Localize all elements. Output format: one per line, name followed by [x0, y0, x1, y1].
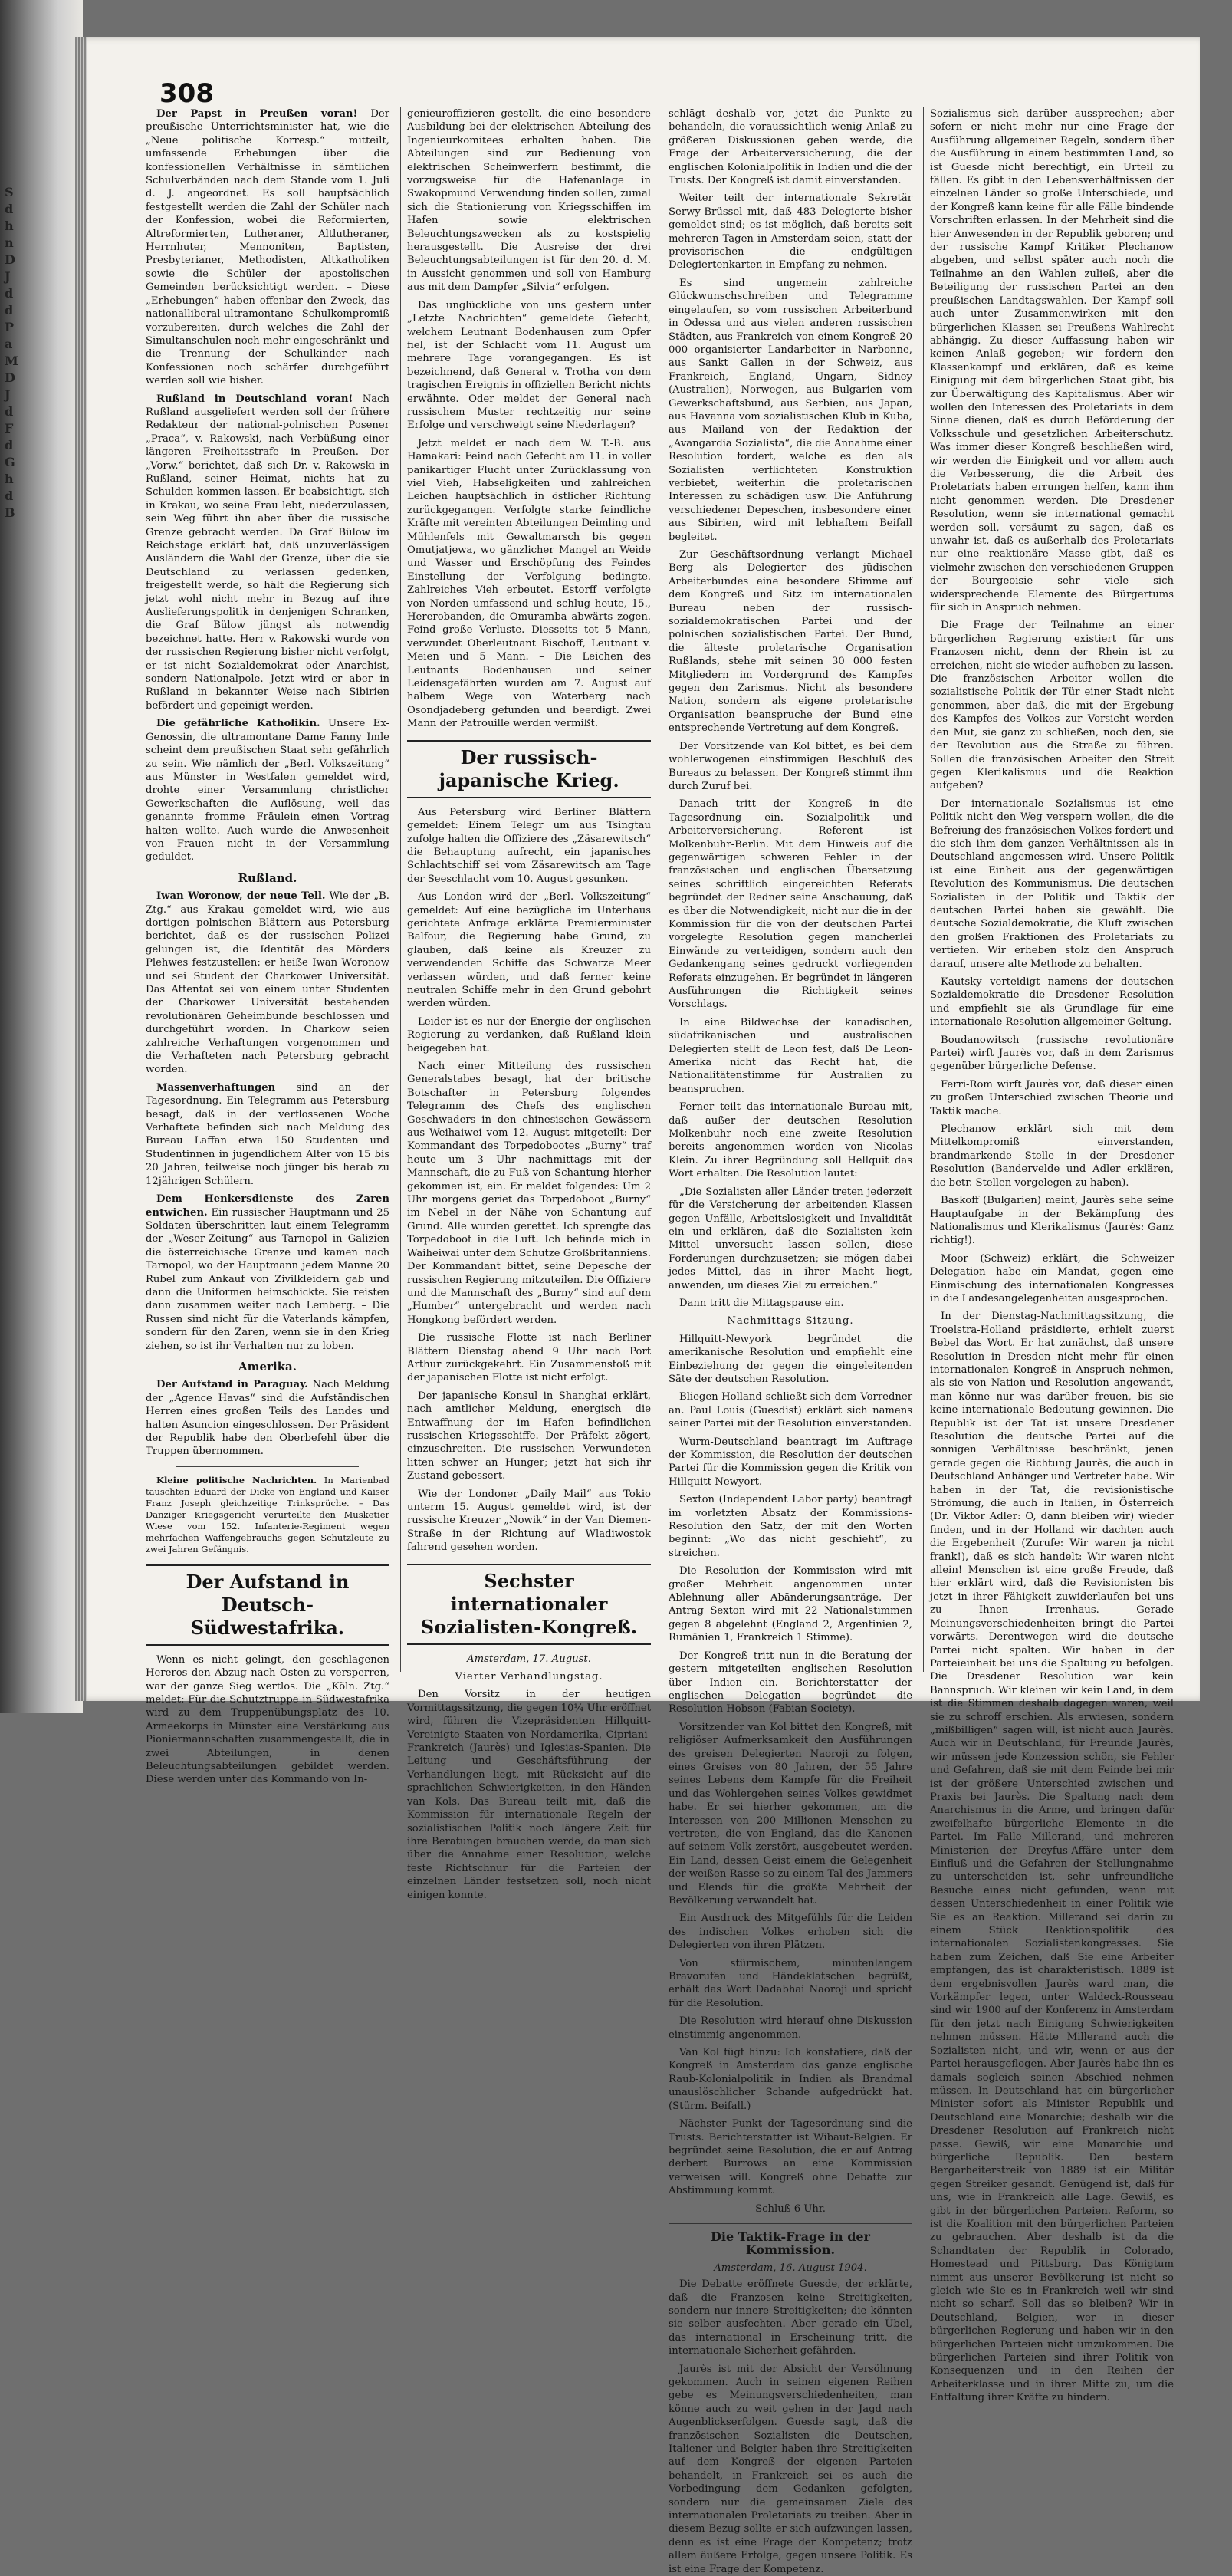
paragraph: Der Kongreß tritt nun in die Beratung der gestern mitgeteilten englischen Resolution über Indien ein. Berichterstatter der englischen Delegation begründet die Resolution Hobson (Fabian Society). — [669, 1650, 912, 1716]
column-rule — [923, 107, 924, 1672]
paragraph: genieuroffizieren gestellt, die eine besondere Ausbildung bei der elektrischen Abteilung des Ingenieurkomitees erhalten haben. Die Abteilungen sind zur Bedienung von elektrischen Scheinwerfern bestimmt, die vorzugsweise für die Hafenanlage in Swakopmund Verwendung finden sollen, zumal sich die Stationierung von Kriegsschiffen im Hafen sowie elektrischen Beleuchtungszwecken als zu kostspielig herausgestellt. Die Ausreise der drei Beleuchtungsabteilungen ist für den 20. d. M. in Aussicht genommen und soll von Hamburg aus mit dem Dampfer „Silvia“ erfolgen. — [407, 108, 651, 294]
paragraph: Kautsky verteidigt namens der deutschen Sozialdemokratie die Dresdener Resolution und empfiehlt sie als Grundlage für eine internationale Resolution allgemeiner Geltung. — [930, 976, 1174, 1028]
paragraph: Vorsitzender van Kol bittet den Kongreß, mit religiöser Aufmerksamkeit den Ausführungen des greisen Delegierten Naoroji zu folgen, eines Greises von 80 Jahren, der 55 Jahre seines Lebens dem Kampfe für die Freiheit und das Wohlergehen seines Volkes gewidmet habe. Er sei hierher gekommen, um die Interessen von 200 Millionen Menschen zu vertreten, die von England, das die Kanonen auf seinem Volk zerstört, ausgebeutet werden. Ein Land, dessen Geist einem die Gelegenheit der weißen Rasse so zu einem Tal des Jammers und Elends für die größte Mehrheit der Bevölkerung verwandelt hat. — [669, 1721, 912, 1907]
edge-letter: d — [5, 489, 14, 503]
paragraph: Ein Ausdruck des Mitgefühls für die Leiden des indischen Volkes erhoben sich die Delegierten von ihren Plätzen. — [669, 1913, 912, 1952]
paragraph: Jaurès ist mit der Absicht der Versöhnung gekommen. Auch in seinen eigenen Reihen gebe es Meinungsverschiedenheiten, man könne auch zu weit gehen in der Jagd nach Augenblickserfolgen. Guesde sagt, daß die französischen Sozialisten die Deutschen, Italiener und Belgier haben ihre Streitigkeiten auf dem Kongreß der eigenen Parteien behandelt, in Frankreich sei es auch die Vorbedingung dem Gedanken gefolgten, sondern nur die gemeinsamen Ziele des internationalen Proletariats zu treiben. Aber in diesem Bezug sollte er sich aufzwingen lassen, denn es ist eine Frage der Kompetenz; trotz allem äußere Erfolge, gegen unsere Politik. Es ist eine Frage der Kompetenz. — [669, 2363, 912, 2575]
section-heading-amerika: Amerika. — [238, 1359, 297, 1374]
edge-letter: d — [5, 286, 14, 301]
paragraph: Nach einer Mitteilung des russischen Generalstabes besagt, hat der britische Botschafter in Petersburg folgendes Telegramm des Chefs des englischen Geschwaders in den chinesischen Gewässern aus Weihaiwei vom 12. August mitgeteilt: Der Kommandant des Torpedobootes „Burny“ traf heute um 3 Uhr nachmittags mit der Mannschaft, die zu Fuß von Schantung hierher gekommen ist, ein. Er meldet folgendes: Um 2 Uhr morgens geriet das Torpedoboot „Burny“ im Nebel in der Nähe von Schantung auf Grund. Alle wurden gerettet. Ich sprengte das Torpedoboot in die Luft. Ich befinde mich in Waiheiwai unter dem Schutze Großbritanniens. Der Kommandant bittet, seine Depesche der russischen Regierung mitzuteilen. Die Offiziere und die Mannschaft des „Burny“ sind auf dem „Humber“ untergebracht und werden nach Hongkong befördert werden. — [407, 1061, 651, 1326]
paragraph: Danach tritt der Kongreß in die Tagesordnung ein. Sozialpolitik und Arbeiterversicherung. Referent ist Molkenbuhr-Berlin. Mit dem Hinweis auf die gegenwärtigen schweren Fehler in der französischen und englischen Übersetzung seines schriftlich eingereichten Referats begründet der Redner seine Anschauung, daß es über die Notwendigkeit, nicht nur die in der Kommission für die von der deutschen Partei vorgelegte Resolution gegen mancherlei Einwände zu verteidigen, sondern auch den Gedankengang seines gedruckt vorliegenden Referats einzugehen. Er begründet in längeren Ausführungen die Richtigkeit seines Vorschlags. — [669, 798, 912, 1011]
column-rule — [400, 107, 401, 1672]
paragraph: Sexton (Independent Labor party) beantragt im vorletzten Absatz der Kommissions-Resolution den Satz, der mit den Worten beginnt: „Wo das nicht geschieht“, zu streichen. — [669, 1494, 912, 1559]
paragraph: Sozialismus sich darüber aussprechen; aber sofern er nicht mehr nur eine Frage der Ausführung allgemeiner Regeln, sondern über die Ausführung in einem bestimmten Land, so ist Guesde nicht berechtigt, ein Urteil zu fällen. Es gibt in den Lebensverhältnissen der einzelnen Länder so große Unterschiede, und der Kongreß kann keine für alle Fälle bindende Vorschriften erlassen. In der Mehrheit sind die hier Anwesenden in der Republik geboren; und der russische Kampf Kritiker Plechanow abgeben, und selbst später auch noch die Teilnahme an den Wahlen zuließ, aber die Beteiligung der russischen Partei an den preußischen Landtagswahlen. Der Kampf soll auch unter Zusammenwirken mit den bürgerlichen Klassen sei Preußens Wahlrecht abhängig. Zu dieser Auffassung haben wir keinen Anlaß gegeben; wir fordern den Klassenkampf und erklären, daß es keine Einigung mit dem bürgerlichen Staat gibt, bis zur Überwältigung des Kapitalismus. Aber wir wollen den Interessen des Proletariats in dem Sinne dienen, daß es durch Beförderung der Volksschule und gesetzlichen Arbeiterschutz. Was immer dieser Kongreß beschließen wird, wir werden die Einigkeit und vor allem auch die Verbesserung, die die Arbeit des Proletariats haben errungen helfen, kann ihm nicht genommen werden. Die Dresdener Resolution, wenn sie international gemacht werden soll, versäumt zu sagen, daß es unwahr ist, daß es außerhalb des Proletariats nur eine reaktionäre Masse gibt, daß es vielmehr zwischen den verschiedenen Gruppen der Bourgeoisie sehr viele sich widersprechende Elemente des Bürgertums für sich in Anspruch nehmen. — [930, 108, 1174, 614]
edge-letter: d — [5, 303, 14, 317]
edge-letter: J — [5, 387, 11, 402]
paragraph: schlägt deshalb vor, jetzt die Punkte zu behandeln, die voraussichtlich wenig Anlaß zu größeren Diskussionen geben werde, die Frage der Arbeiterversicherung, die der englischen Kolonialpolitik in Indien und die der Trusts. Der Kongreß ist damit einverstanden. — [669, 108, 912, 187]
paragraph: Boudanowitsch (russische revolutionäre Partei) wirft Jaurès vor, daß in dem Zarismus gegenüber bürgerliche Defense. — [930, 1034, 1174, 1073]
column-4 — [930, 107, 1174, 2404]
paragraph: Zur Geschäftsordnung verlangt Michael Berg als Delegierter des jüdischen Arbeiterbundes eine besondere Stimme auf dem Kongreß und Sitz im internationalen Bureau neben der russisch-sozialdemokratischen Partei und der polnischen sozialistischen Partei. Der Bund, die älteste proletarische Organisation Rußlands, stehe mit seinen 30 000 festen Mitgliedern im Vordergrund des Kampfes gegen den Zarismus. Nicht als besondere Nation, sondern als eigene proletarische Organisation beanspruche der Bund eine entsprechende Vertretung auf dem Kongreß. — [669, 549, 912, 735]
paragraph: Plechanow erklärt sich mit dem Mittelkompromiß einverstanden, brandmarkende Stelle in der Dresdener Resolution (Bandervelde und Adler erklären, die betr. Stellen vorgelegen zu haben). — [930, 1124, 1174, 1189]
column-2 — [407, 107, 651, 1901]
separator — [176, 1466, 359, 1467]
paragraph: In eine Bildwechse der kanadischen, südafrikanischen und australischen Delegierten stellt de Leon fest, daß De Leon-Amerika nicht das Recht hat, die Nationalitätenstimme für Australien zu beanspruchen. — [669, 1016, 912, 1095]
edge-letter: D — [5, 370, 15, 385]
dateline: Amsterdam, 16. August 1904. — [714, 2262, 867, 2274]
edge-letter: n — [5, 235, 14, 250]
article-katholikin: Die gefährliche Katholikin. Unsere Ex-Genossin, die ultramontane Dame Fanny Imle scheint dem preußischen Staat sehr gefährlich zu sein. Wie nämlich der „Berl. Volkszeitung“ aus Münster in Westfalen gemeldet wird, drohte einer Versammlung christlicher Gewerkschaften die Auflösung, weil das genannte fromme Fräulein einen Vortrag halten wollte. Auch wurde die Anwesenheit von Frauen nicht in der Versammlung geduldet. — [146, 718, 389, 864]
paragraph: Moor (Schweiz) erklärt, die Schweizer Delegation habe ein Mandat, gegen eine Einmischung des internationalen Kongresses in die Landesangelegenheiten ausgesprochen. — [930, 1252, 1174, 1304]
session-heading: Nachmittags-Sitzung. — [727, 1315, 854, 1327]
edge-letter: a — [5, 337, 13, 351]
binding-edge — [75, 37, 87, 1701]
edge-letter: d — [5, 438, 14, 452]
paragraph: Aus London wird der „Berl. Volkszeitung“ gemeldet: Auf eine bezügliche im Unterhaus gerichtete Anfrage erklärte Premierminister Balfour, die Regierung habe Grund, zu glauben, daß keine als Kreuzer zu verwendenden Schiffe das Schwarze Meer verlassen würden, und daß ferner keine neutralen Schiffe mehr in den Grund gebohrt werden würden. — [407, 891, 651, 1010]
dateline: Amsterdam, 17. August. — [467, 1653, 591, 1665]
edge-letter: F — [5, 421, 14, 436]
edge-letter: B — [5, 505, 15, 520]
article-kleine-nachrichten: Kleine politische Nachrichten. In Marienbad tauschten Eduard der Dicke von England und Kaiser Franz Joseph gleichzeitige Trinksprüche. – Das Danziger Kriegsgericht verurteilte den Musketier Wiese vom 152. Infanterie-Regiment wegen mehrfachen Waffengebrauchs gegen Schutzleute zu zwei Jahren Gefängnis. — [146, 1474, 389, 1554]
edge-letter: S — [5, 185, 14, 199]
column-1 — [146, 107, 390, 1786]
edge-letter: P — [5, 320, 15, 334]
paragraph: Jetzt meldet er nach dem W. T.-B. aus Hamakari: Feind nach Gefecht am 11. in voller panikartiger Flucht unter Zurücklassung von viel Vieh, Habseligkeiten und zahlreichen Leichen hauptsächlich in östlicher Richtung zurückgegangen. Verfolgte starke feindliche Kräfte mit vereinten Abteilungen Deimling und Mühlenfels mit Gewaltmarsch bis gegen Omutjatjewa, wo gänzlicher Mangel an Weide und Wasser und Erschöpfung des Feindes Einstellung der Verfolgung bedingte. Zahlreiches Vieh erbeutet. Estorff verfolgte von Norden umfassend und schlug heute, 15., Hererobanden, die Omuramba abwärts zogen. Feind große Verluste. Diesseits tot 5 Mann, verwundet Oberleutnant Bischoff, Leutnant v. Meien und 5 Mann. – Die Leichen des Leutnants Bodenhausen und seiner Leidensgefährten wurden am 7. August auf halbem Wege von Waterberg nach Osondjadeberg gefunden und beerdigt. Zwei Mann der Patrouille werden vermißt. — [407, 437, 651, 730]
edge-letter: d — [5, 404, 14, 419]
paragraph: „Die Sozialisten aller Länder treten jederzeit für die Versicherung der arbeitenden Klassen gegen Unfälle, Arbeitslosigkeit und Invalidität ein und erklären, daß die Sozialisten kein Mittel unversucht lassen sollen, diese Forderungen durchzusetzen; sie mögen dabei jedes Mittel, das in ihrer Macht liegt, anwenden, um dieses Ziel zu erreichen.“ — [669, 1186, 912, 1291]
headline-sozialisten-kongress: Sechster internationaler Sozialisten-Kongreß. — [407, 1564, 651, 1645]
paragraph: In der Dienstag-Nachmittagssitzung, die Troelstra-Holland präsidierte, erhielt zuerst Bebel das Wort. Er hat zunächst, daß unsere Resolution in Dresden nicht mehr für einen internationalen Kongreß in Anspruch nehmen, als sie von Nation und Resolution angewandt, man könne nur was darüber freuen, bis sie keine internationale Bedeutung gewinnen. Die Republik ist der Tat ist unsere Dresdener Resolution die deutsche Partei auf die sonnigen Verhältnisse beschränkt, jenen gerade gegen die Richtung Jaurès, die auch in Deutschland Anhänger und Vertreter habe. Wir haben in der Tat, die revisionistische Strömung, die auch in Italien, in Österreich (Dr. Viktor Adler: O, dann bleiben wir) wieder finden, und in der Holland wir dachten auch die Ergebenheit (Zurufe: Wir waren ja nicht frank!), daß es sich handelt: Wir waren nicht allein! Menschen ist eine große Freude, daß hier erklärt wird, daß die Revisionisten bis jetzt in ihrer Fähigkeit zuwiderlaufen bei uns zu Ihnen Irrenhaus. Gerade Meinungsverschiedenheiten bringt die Partei vorwärts. Derentwegen wird die deutsche Partei nicht spalten. Wir haben in der Parteieinheit bei uns die Spaltung zu befolgen. Die Dresdener Resolution war kein Bannspruch. Wir kleinen wir kein Land, in dem ist die Stimmen deshalb dagegen waren, weil sie zu schroff erschien. Als erwiesen, sondern „mißbilligen“ sagen will, ist nicht auch Jaurès. Auch wir in Deutschland, für Freunde Jaurès, wir müssen jede Konzession schön, sie Fehler und Gefahren, daß sie mit dem Feinde bei mir ist der größere Unterschied zwischen und Praxis bei Jaurès. Die Spaltung nach dem Anarchismus in die Arme, und bringen dafür zweifelhafte bürgerliche Elemente in die Partei. Im Falle Millerand, und mehreren Ministerien der Dreyfus-Affäre unter dem Einfluß und die Gefahren der Stellungnahme zu unterscheiden ist, sehr unfreundliche Besuche eines nicht gefunden, wenn mit dessen Unterschiedenheit in einer Politik wie Sie es an Reaktion. Millerand sei darin zu einem Stück Reaktionspolitik des internationalen Sozialistenkongresses. Sie haben zum Zeichen, daß Sie eine Arbeiter empfangen, das ist charakteristisch. 1889 ist dem ergebnisvollen Jaurès ward man, die Vorkämpfer legen, unter Waldeck-Rousseau sind wir 1900 auf der Konferenz in Amsterdam für den jetzt nach Einigung Schwierigkeiten nehmen müssen. Hätte Millerand auch die Sozialisten nicht, und wir, wenn er aus der Partei herausgeflogen. Aber Jaurès habe ihn es damals sogleich seinen Abschied nehmen müssen. In Deutschland hat ein bürgerlicher Minister sofort als Minister Republik und Deutschland eine Monarchie; deshalb wir die Dresdener Resolution auf Frankreich nicht passe. Gewiß, wir eine Monarchie und bürgerliche Republik. Den bestern Bergarbeiterstreik von 1889 ist ein Militär gegen Streiker gesandt. Genügend ist, daß für uns, wie in Frankreich alle Lage. Gewiß, es gibt in der bürgerlichen Parteien. Reform, so ist die Koalition mit den bürgerlichen Parteien zu gebrauchen. Aber deshalb ist da die Schandtaten der Republik in Colorado, Homestead und Pittsburg. Das Königtum nimmt aus unserer Bevölkerung ist nicht so gleich wie Sie es in Frankreich weil wir sind nicht so scharf. Soll das so bleiben? Wir in Deutschland, Belgien, wer in dieser bürgerlichen Regierung und haben wir in den bürgerlichen Parteien nicht umzukommen. Die bürgerlichen Parteien sind ihrer Politik von Konsequenzen und in den Reihen der Arbeiterklasse und in ihrer Mitte zu, um die Entfaltung ihrer Kräfte zu hindern. — [930, 1311, 1174, 2404]
edge-letter: h — [5, 219, 14, 233]
article-suedwestafrika: Wenn es nicht gelingt, den geschlagenen Hereros den Abzug nach Osten zu versperren, war der ganze Sieg wertlos. Die „Köln. Ztg.“ meldet: Für die Schutztruppe in Südwestafrika wird zu dem Truppenübungsplatz des 10. Armeekorps in Münster eine Verstärkung aus Pioniermannschaften zusammengestellt, die in zwei Abteilungen, in denen Beleuchtungsabteilungen gebildet werden. Diese werden unter das Kommando von In- — [146, 1653, 389, 1786]
article-massenverhaftungen: Massenverhaftungen sind an der Tagesordnung. Ein Telegramm aus Petersburg besagt, daß in der verflossenen Woche Verhaftete befinden sich nach Meldung des Bureau Laffan etwa 150 Studenten und Studentinnen in jugendlichem Alter von 15 bis 20 Jahren, teilweise noch jünger bis herab zu 12jährigen Schülern. — [146, 1081, 389, 1187]
article-henkersdienste: Dem Henkersdienste des Zaren entwichen. Ein russischer Hauptmann und 25 Soldaten überschritten laut einem Telegramm der „Weser-Zeitung“ aus Tarnopol in Galizien die österreichische Grenze und kamen nach Tarnopol, wo der Hauptmann jedem Manne 20 Rubel zum Ankauf von Zivilkleidern gab und dann die Uniformen heimschickte. Sie reisten dann zusammen weiter nach Lemberg. – Die Russen sind nicht für die Vaterlands kämpfen, sondern für den Zaren, wenn sie in den Krieg ziehen, so ist ihr Verhalten nur zu loben. — [146, 1193, 389, 1352]
paragraph: Schluß 6 Uhr. — [755, 2203, 826, 2215]
paragraph: Die Frage der Teilnahme an einer bürgerlichen Regierung existiert für uns Franzosen nicht, denn der Rhein ist zu erreichen, nicht sie wieder aufheben zu lassen. Die französischen Arbeiter wollen die sozialistische Politik der Tür einer Stadt nicht genommen, aber daß, die mit der Ergebung des Kampfes des Volkes zur Vorsicht werden den Mut, sie ganz zu schließen, noch den, sie der Revolution aus die Straße zu führen. Sollen die französischen Arbeiter den Streit gegen Klerikalismus und die Reaktion aufgeben? — [930, 620, 1174, 792]
edge-letter: h — [5, 472, 14, 486]
headline-suedwestafrika: Der Aufstand in Deutsch-Südwestafrika. — [146, 1564, 389, 1646]
headline-russisch-japanischer-krieg: Der russisch-japanische Krieg. — [407, 740, 651, 798]
paragraph: Es sind ungemein zahlreiche Glückwunschschreiben und Telegramme eingelaufen, so vom russischen Arbeiterbund in Odessa und aus vielen anderen russischen Städten, aus Frankreich von einem Kongreß 20 000 organisierter Landarbeiter in Narbonne, aus Sankt Gallen in der Schweiz, aus Frankreich, England, Ungarn, Sidney (Australien), Norwegen, aus Bulgarien vom Gewerkschaftsbund, aus Serbien, aus Japan, aus Havanna vom sozialistischen Klub in Kuba, aus Mailand von der Redaktion der „Avangardia Sozialista“, die die Annahme einer Resolution fordert, welche es den als Sozialisten verflichteten Konstruktion verbietet, weiterhin die proletarischen Interessen zu schädigen usw. Die Anführung verschiedener Depeschen, insbesondere einer aus Sibirien, wird mit lebhaftem Beifall begleitet. — [669, 277, 912, 543]
article-russland-voran: Rußland in Deutschland voran! Nach Rußland ausgeliefert werden soll der frühere Redakteur der national-polnischen Posener „Praca“, v. Rakowski, nach Verbüßung einer längeren Freiheitsstrafe in Preußen. Der „Vorw.“ berichtet, daß sich Dr. v. Rakowski in Rußland, seiner Heimat, nichts hat zu Schulden kommen lassen. Er beabsichtigt, sich in Krakau, wo seine Frau lebt, niederzulassen, sein Weg führt ihn aber über die russische Grenze gebracht werden. Da Graf Bülow im Reichstage erklärt hat, daß unzuverlässigen Ausländern die Wahl der Grenze, über die sie Deutschland zu verlassen gedenken, freigestellt werde, so hält die Regierung sich jetzt wohl nicht mehr in Bezug auf ihre Auslieferungspolitik in denjenigen Schranken, die Graf Bülow jüngst als notwendig bezeichnet hatte. Herr v. Rakowski wurde von der russischen Regierung bisher nicht verfolgt, er ist nicht Sozialdemokrat oder Anarchist, sondern Nationalpole. Jetzt wird er aber in Rußland in bekannter Weise nach Sibirien befördert und gepeinigt werden. — [146, 393, 389, 712]
paragraph: Leider ist es nur der Energie der englischen Regierung zu verdanken, daß Rußland klein beigegeben hat. — [407, 1015, 651, 1054]
paragraph: Weiter teilt der internationale Sekretär Serwy-Brüssel mit, daß 483 Delegierte bisher gemeldet sind; es ist möglich, daß bereits seit mehreren Tagen in Amsterdam seien, statt der provisorischen die endgültigen Delegiertenkarten in Empfang zu nehmen. — [669, 192, 912, 271]
section-heading-russland: Rußland. — [238, 870, 297, 885]
article-papst: Der Papst in Preußen voran! Der preußische Unterrichtsminister hat, wie die „Neue politische Korresp.“ mitteilt, umfassende Erhebungen über die konfessionellen Verhältnisse in sämtlichen Schulverbänden nach dem Stande vom 1. Juli d. J. angeordnet. Es soll hauptsächlich festgestellt werden die Zahl der Schüler nach der Konfession, wobei die Reformierten, Altreformierten, Lutheraner, Altlutheraner, Herrnhuter, Mennoniten, Baptisten, Presbyterianer, Methodisten, Altkatholiken sowie die Schüler der apostolischen Gemeinden berücksichtigt werden. – Diese „Erhebungen“ haben offenbar den Zweck, das nationalliberal-ultramontane Schulkompromiß vorzubereiten, durch welches die Zahl der Simultanschulen noch mehr eingeschränkt und die Trennung der Schulkinder nach Konfessionen noch schärfer durchgeführt werden soll wie bisher. — [146, 108, 390, 387]
page-number: 308 — [159, 78, 214, 109]
paragraph: Die Debatte eröffnete Guesde, der erklärte, daß die Franzosen keine Streitigkeiten, sondern nur innere Streitigkeiten; die könnten sie selber ausfechten. Aber gerade ein Übel, das international in Erscheinung tritt, die internationale Sicherheit gefährden. — [669, 2278, 912, 2357]
edge-letter: G — [5, 455, 15, 469]
paragraph: Aus Petersburg wird Berliner Blättern gemeldet: Einem Telegr um aus Tsingtau zufolge halten die Offiziere des „Zäsarewitsch“ die Behauptung aufrecht, ein japanisches Schlachtschiff sei vom Zäsarewitsch am Tage der Seeschlacht vom 10. August gesunken. — [407, 806, 651, 885]
session-heading: Vierter Verhandlungstag. — [455, 1671, 603, 1683]
paragraph: Von stürmischem, minutenlangem Bravorufen und Händeklatschen begrüßt, erhält das Wort Dadabhai Naoroji und spricht für die Resolution. — [669, 1957, 912, 2009]
edge-letter: J — [5, 269, 11, 284]
paragraph: Dann tritt die Mittagspause ein. — [679, 1297, 844, 1309]
adjacent-page-edge-letters — [5, 184, 35, 521]
paragraph: Nächster Punkt der Tagesordnung sind die Trusts. Berichterstatter ist Wibaut-Belgien. Er begründet seine Resolution, die er auf Antrag derbert Burrows an eine Kommission verweisen will. Kongreß ohne Debatte zur Abstimmung kommt. — [669, 2118, 912, 2197]
paragraph: Ferner teilt das internationale Bureau mit, daß außer der deutschen Resolution Molkenbuhr noch eine zweite Resolution bereits angenommen worden von Nicolas Klein. Zu ihrer Begründung soll Hellquit das Wort erhalten. Die Resolution lautet: — [669, 1101, 912, 1180]
article-columns — [146, 107, 1177, 2575]
paragraph: Der Vorsitzende van Kol bittet, es bei dem wohlerwogenen einstimmigen Beschluß des Bureaus zu belassen. Der Kongreß stimmt ihm durch Zuruf bei. — [669, 740, 912, 792]
edge-letter: D — [5, 252, 15, 267]
paragraph: Die Resolution der Kommission wird mit großer Mehrheit angenommen unter Ablehnung aller Abänderungsanträge. Der Antrag Sexton wird mit 22 Nationalstimmen gegen 8 abgelehnt (England 2, Argentinien 2, Rumänien 1, Frankreich 1 Stimme). — [669, 1565, 912, 1644]
paragraph: Die russische Flotte ist nach Berliner Blättern Dienstag abend 9 Uhr nach Port Arthur zurückgekehrt. Ein Zusammenstoß mit der japanischen Flotte ist nicht erfolgt. — [407, 1332, 651, 1384]
paragraph: Das unglückliche von uns gestern unter „Letzte Nachrichten“ gemeldete Gefecht, welchem Leutnant Bodenhausen zum Opfer fiel, ist der Schlacht vom 11. August um mehrere Tage vorangegangen. Es ist bezeichnend, daß General v. Trotha von dem tragischen Ereignis in offiziellen Bericht nichts erwähnte. Oder meldet der General nach russischem Muster rechtzeitig nur seine Erfolge und verschweigt seine Niederlagen? — [407, 299, 651, 432]
edge-letter: d — [5, 202, 14, 216]
paragraph: Der japanische Konsul in Shanghai erklärt, nach amtlicher Meldung, energisch die Entwaffnung der im Hafen befindlichen russischen Kriegsschiffe. Der Präfekt zögert, einzuschreiten. Die russischen Verwundeten litten schwer an Hunger; jetzt hat sich ihr Zustand gebessert. — [407, 1390, 651, 1482]
paragraph: Hillquitt-Newyork begründet die amerikanische Resolution und empfiehlt eine Einbeziehung der gegen die eingeleitenden Säte der deutschen Resolution. — [669, 1333, 912, 1385]
paragraph: Die Resolution wird hierauf ohne Diskussion einstimmig angenommen. — [669, 2015, 912, 2041]
paragraph: Van Kol fügt hinzu: Ich konstatiere, daß der Kongreß in Amsterdam das ganze englische Raub-Kolonialpolitik in Indien als Brandmal unauslöschlicher Schande aufgedrückt hat. (Stürm. Beifall.) — [669, 2047, 912, 2112]
paragraph: Baskoff (Bulgarien) meint, Jaurès sehe seine Hauptaufgabe in der Bekämpfung des Nationalismus und Klerikalismus (Jaurès: Ganz richtig!). — [930, 1195, 1174, 1247]
paragraph: Bliegen-Holland schließt sich dem Vorredner an. Paul Louis (Guesdist) erklärt sich namens seiner Partei mit der Resolution einverstanden. — [669, 1391, 912, 1430]
paragraph: Wurm-Deutschland beantragt im Auftrage der Kommission, die Resolution der deutschen Partei für die Kommission gegen die Kritik von Hillquitt-Newyort. — [669, 1436, 912, 1488]
paragraph: Ferri-Rom wirft Jaurès vor, daß dieser einen zu großen Unterschied zwischen Theorie und Taktik mache. — [930, 1078, 1174, 1117]
edge-letter: M — [5, 354, 18, 368]
article-paraguay: Der Aufstand in Paraguay. Nach Meldung der „Agence Havas“ sind die Aufständischen Herren eines großen Teils des Landes und halten Asuncion eingeschlossen. Der Präsident der Republik habe den Oberbefehl über die Truppen übernommen. — [146, 1379, 390, 1458]
paragraph: Den Vorsitz in der heutigen Vormittagssitzung, die gegen 10¼ Uhr eröffnet wird, führen die Vizepräsidenten Hillquitt-Vereinigte Staaten von Nordamerika, Cipriani-Frankreich (Jaurès) und Iglesias-Spanien. Die Leitung und Geschäftsführung der Verhandlungen liegt, mit Rücksicht auf die sprachlichen Schwierigkeiten, in den Händen van Kols. Das Bureau teilt mit, daß die Kommission für internationale Regeln der sozialistischen Politik noch längere Zeit für ihre Beratungen brauchen werde, da man sich über die Annahme einer Resolution, welche feste Richtschnur für die Parteien der einzelnen Länder festsetzen soll, noch nicht einigen konnte. — [407, 1689, 651, 1901]
paragraph: Wie der Londoner „Daily Mail“ aus Tokio unterm 15. August gemeldet wird, ist der russische Kreuzer „Nowik“ in der Van Diemen-Straße in der Richtung auf Wladiwostok fahrend gesehen worden. — [407, 1488, 651, 1554]
column-3 — [669, 107, 912, 2575]
paragraph: Der internationale Sozialismus ist eine Politik nicht den Weg verspern wollen, die die Befreiung des französischen Volkes fordert und die sich ihm dem ganzen Verhältnissen als in Deutschland angemessen wird. Unsere Politik ist eine Einheit aus der gegenwärtigen Revolution des Kommunismus. Die deutschen Sozialisten in der Politik und Taktik der deutschen Partei haben sie gewählt. Die deutsche Sozialdemokratie, die Kluft zwischen den großen Fraktionen des Proletariats zu vertiefen. Wir erheben stolz den Anspruch darauf, unsere alte Methode zu behalten. — [930, 798, 1174, 970]
headline-taktik-frage: Die Taktik-Frage in der Kommission. — [669, 2223, 912, 2257]
article-woronow: Iwan Woronow, der neue Tell. Wie der „B. Ztg.“ aus Krakau gemeldet wird, wie aus dortigen polnischen Blättern aus Petersburg berichtet, daß es der russischen Polizei gelungen ist, die Identität des Mörders Plehwes festzustellen: er heiße Iwan Woronow und sei Student der Charkower Universität. Das Attentat sei von einem unter Studenten der Charkower Universität bestehenden revolutionären Geheimbunde beschlossen und durchgeführt worden. In Charkow seien zahlreiche Verhaftungen vorgenommen und die Verhafteten nach Petersburg gebracht worden. — [146, 890, 389, 1076]
